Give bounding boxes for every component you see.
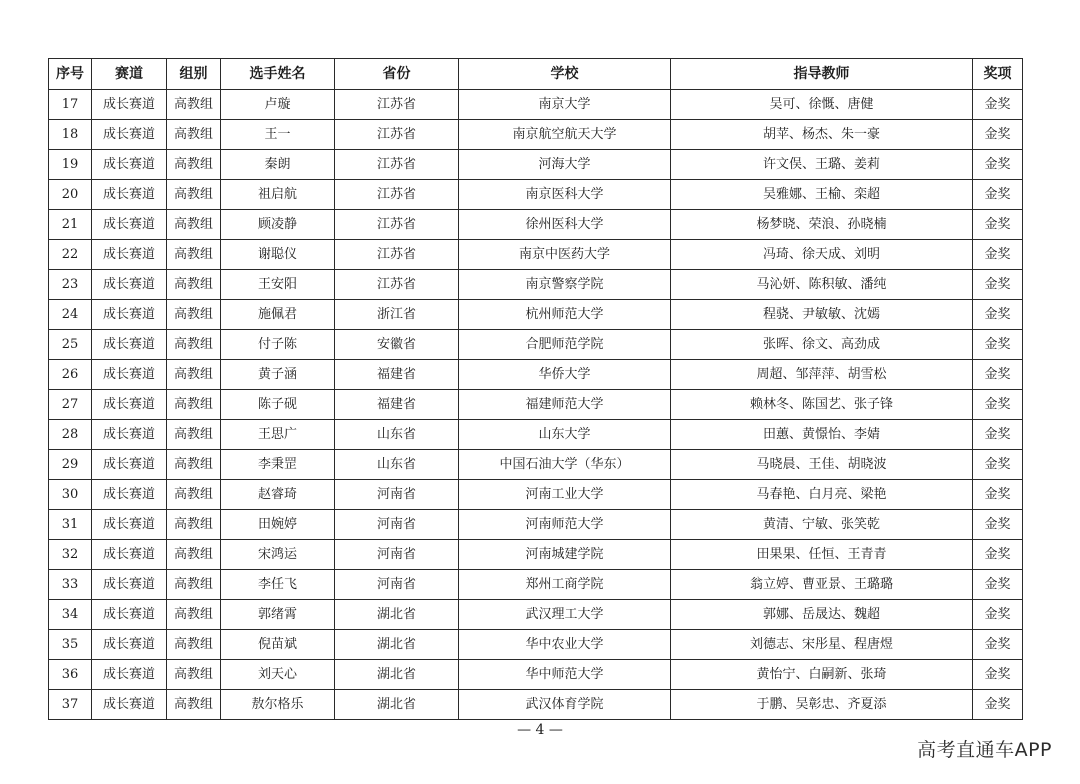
cell-contestant: 秦朗	[221, 150, 335, 180]
cell-contestant: 顾凌静	[221, 210, 335, 240]
cell-index: 30	[49, 480, 92, 510]
cell-contestant: 王一	[221, 120, 335, 150]
cell-advisors: 吴可、徐慨、唐健	[671, 90, 973, 120]
cell-advisors: 田果果、任恒、王青青	[671, 540, 973, 570]
cell-province: 山东省	[335, 450, 459, 480]
cell-track: 成长赛道	[92, 300, 167, 330]
cell-province: 山东省	[335, 420, 459, 450]
cell-index: 34	[49, 600, 92, 630]
cell-advisors: 于鹏、吴彰忠、齐夏添	[671, 690, 973, 720]
cell-province: 江苏省	[335, 90, 459, 120]
cell-province: 江苏省	[335, 180, 459, 210]
cell-school: 华中师范大学	[459, 660, 671, 690]
cell-school: 南京医科大学	[459, 180, 671, 210]
cell-province: 江苏省	[335, 270, 459, 300]
cell-advisors: 郭娜、岳晟达、魏超	[671, 600, 973, 630]
cell-award: 金奖	[973, 480, 1023, 510]
cell-index: 19	[49, 150, 92, 180]
cell-track: 成长赛道	[92, 180, 167, 210]
cell-contestant: 赵睿琦	[221, 480, 335, 510]
cell-index: 36	[49, 660, 92, 690]
cell-advisors: 吴雅娜、王榆、栾超	[671, 180, 973, 210]
cell-group: 高教组	[167, 180, 221, 210]
cell-school: 合肥师范学院	[459, 330, 671, 360]
cell-index: 23	[49, 270, 92, 300]
cell-group: 高教组	[167, 210, 221, 240]
cell-contestant: 李秉罡	[221, 450, 335, 480]
table-row	[49, 330, 1023, 360]
cell-track: 成长赛道	[92, 240, 167, 270]
cell-advisors: 黄清、宁敏、张笑乾	[671, 510, 973, 540]
header-award: 奖项	[973, 59, 1023, 90]
cell-index: 27	[49, 390, 92, 420]
table-row	[49, 630, 1023, 660]
table-header	[49, 59, 1023, 90]
cell-province: 福建省	[335, 390, 459, 420]
cell-advisors: 黄怡宁、白嗣新、张琦	[671, 660, 973, 690]
cell-group: 高教组	[167, 330, 221, 360]
cell-award: 金奖	[973, 360, 1023, 390]
cell-advisors: 许文俣、王璐、姜莉	[671, 150, 973, 180]
cell-province: 江苏省	[335, 150, 459, 180]
cell-group: 高教组	[167, 630, 221, 660]
cell-province: 福建省	[335, 360, 459, 390]
cell-group: 高教组	[167, 90, 221, 120]
cell-advisors: 赖林冬、陈国艺、张子锋	[671, 390, 973, 420]
cell-track: 成长赛道	[92, 330, 167, 360]
header-province: 省份	[335, 59, 459, 90]
cell-province: 河南省	[335, 540, 459, 570]
cell-group: 高教组	[167, 540, 221, 570]
page-number: — 4 —	[517, 722, 563, 738]
cell-contestant: 李任飞	[221, 570, 335, 600]
cell-track: 成长赛道	[92, 570, 167, 600]
cell-advisors: 程骁、尹敏敏、沈嫣	[671, 300, 973, 330]
header-school: 学校	[459, 59, 671, 90]
cell-track: 成长赛道	[92, 510, 167, 540]
cell-contestant: 陈子砚	[221, 390, 335, 420]
table-row	[49, 570, 1023, 600]
cell-contestant: 倪苗斌	[221, 630, 335, 660]
cell-track: 成长赛道	[92, 660, 167, 690]
cell-index: 33	[49, 570, 92, 600]
cell-group: 高教组	[167, 360, 221, 390]
cell-track: 成长赛道	[92, 360, 167, 390]
cell-school: 南京警察学院	[459, 270, 671, 300]
cell-contestant: 刘天心	[221, 660, 335, 690]
cell-school: 福建师范大学	[459, 390, 671, 420]
cell-advisors: 胡苹、杨杰、朱一豪	[671, 120, 973, 150]
cell-track: 成长赛道	[92, 540, 167, 570]
table-row	[49, 120, 1023, 150]
cell-track: 成长赛道	[92, 690, 167, 720]
header-row	[49, 59, 1023, 90]
cell-award: 金奖	[973, 510, 1023, 540]
cell-award: 金奖	[973, 390, 1023, 420]
header-track: 赛道	[92, 59, 167, 90]
cell-track: 成长赛道	[92, 90, 167, 120]
cell-award: 金奖	[973, 330, 1023, 360]
cell-track: 成长赛道	[92, 390, 167, 420]
cell-province: 河南省	[335, 480, 459, 510]
cell-award: 金奖	[973, 120, 1023, 150]
cell-award: 金奖	[973, 540, 1023, 570]
cell-award: 金奖	[973, 300, 1023, 330]
table-row	[49, 150, 1023, 180]
cell-index: 31	[49, 510, 92, 540]
cell-track: 成长赛道	[92, 450, 167, 480]
cell-award: 金奖	[973, 630, 1023, 660]
cell-contestant: 谢聪仪	[221, 240, 335, 270]
cell-group: 高教组	[167, 510, 221, 540]
cell-index: 37	[49, 690, 92, 720]
table-row	[49, 660, 1023, 690]
cell-track: 成长赛道	[92, 150, 167, 180]
cell-index: 22	[49, 240, 92, 270]
header-group: 组别	[167, 59, 221, 90]
table-body	[49, 90, 1023, 720]
table-row	[49, 390, 1023, 420]
table-row	[49, 210, 1023, 240]
cell-group: 高教组	[167, 480, 221, 510]
cell-contestant: 祖启航	[221, 180, 335, 210]
cell-contestant: 施佩君	[221, 300, 335, 330]
cell-group: 高教组	[167, 450, 221, 480]
cell-index: 20	[49, 180, 92, 210]
cell-advisors: 张晖、徐文、高劲成	[671, 330, 973, 360]
cell-award: 金奖	[973, 210, 1023, 240]
cell-track: 成长赛道	[92, 600, 167, 630]
cell-track: 成长赛道	[92, 480, 167, 510]
cell-school: 河南工业大学	[459, 480, 671, 510]
cell-province: 江苏省	[335, 210, 459, 240]
cell-school: 郑州工商学院	[459, 570, 671, 600]
award-table	[48, 58, 1023, 720]
cell-advisors: 马春艳、白月亮、梁艳	[671, 480, 973, 510]
cell-contestant: 敖尔格乐	[221, 690, 335, 720]
cell-index: 35	[49, 630, 92, 660]
header-index: 序号	[49, 59, 92, 90]
cell-advisors: 冯琦、徐天成、刘明	[671, 240, 973, 270]
cell-advisors: 翁立婷、曹亚景、王璐璐	[671, 570, 973, 600]
cell-contestant: 田婉婷	[221, 510, 335, 540]
table-row	[49, 600, 1023, 630]
cell-advisors: 周超、邹萍萍、胡雪松	[671, 360, 973, 390]
cell-contestant: 郭绪霄	[221, 600, 335, 630]
table-row	[49, 690, 1023, 720]
cell-advisors: 马沁妍、陈积敏、潘纯	[671, 270, 973, 300]
cell-contestant: 付子陈	[221, 330, 335, 360]
table-row	[49, 360, 1023, 390]
cell-track: 成长赛道	[92, 120, 167, 150]
header-advisors: 指导教师	[671, 59, 973, 90]
table-row	[49, 270, 1023, 300]
cell-province: 河南省	[335, 510, 459, 540]
cell-school: 武汉理工大学	[459, 600, 671, 630]
cell-track: 成长赛道	[92, 630, 167, 660]
cell-advisors: 马晓晨、王佳、胡晓波	[671, 450, 973, 480]
cell-index: 17	[49, 90, 92, 120]
cell-award: 金奖	[973, 240, 1023, 270]
cell-award: 金奖	[973, 150, 1023, 180]
cell-index: 21	[49, 210, 92, 240]
table-row	[49, 480, 1023, 510]
cell-group: 高教组	[167, 390, 221, 420]
cell-province: 江苏省	[335, 240, 459, 270]
cell-award: 金奖	[973, 450, 1023, 480]
cell-track: 成长赛道	[92, 420, 167, 450]
cell-province: 湖北省	[335, 630, 459, 660]
cell-school: 河海大学	[459, 150, 671, 180]
cell-award: 金奖	[973, 690, 1023, 720]
cell-group: 高教组	[167, 240, 221, 270]
cell-school: 南京中医药大学	[459, 240, 671, 270]
cell-group: 高教组	[167, 690, 221, 720]
cell-province: 浙江省	[335, 300, 459, 330]
cell-award: 金奖	[973, 180, 1023, 210]
cell-group: 高教组	[167, 660, 221, 690]
table-row	[49, 300, 1023, 330]
table-row	[49, 90, 1023, 120]
cell-index: 28	[49, 420, 92, 450]
cell-group: 高教组	[167, 270, 221, 300]
cell-province: 安徽省	[335, 330, 459, 360]
cell-group: 高教组	[167, 300, 221, 330]
cell-province: 湖北省	[335, 600, 459, 630]
header-contestant: 选手姓名	[221, 59, 335, 90]
cell-index: 26	[49, 360, 92, 390]
cell-group: 高教组	[167, 600, 221, 630]
cell-school: 南京航空航天大学	[459, 120, 671, 150]
cell-index: 29	[49, 450, 92, 480]
cell-school: 徐州医科大学	[459, 210, 671, 240]
cell-contestant: 黄子涵	[221, 360, 335, 390]
cell-contestant: 宋鸿运	[221, 540, 335, 570]
cell-award: 金奖	[973, 90, 1023, 120]
cell-school: 武汉体育学院	[459, 690, 671, 720]
cell-school: 杭州师范大学	[459, 300, 671, 330]
cell-school: 华中农业大学	[459, 630, 671, 660]
cell-advisors: 杨梦晓、荣浪、孙晓楠	[671, 210, 973, 240]
cell-award: 金奖	[973, 600, 1023, 630]
table-row	[49, 450, 1023, 480]
cell-school: 河南城建学院	[459, 540, 671, 570]
cell-school: 山东大学	[459, 420, 671, 450]
cell-province: 湖北省	[335, 690, 459, 720]
cell-award: 金奖	[973, 420, 1023, 450]
cell-index: 32	[49, 540, 92, 570]
cell-group: 高教组	[167, 150, 221, 180]
cell-group: 高教组	[167, 570, 221, 600]
cell-contestant: 王安阳	[221, 270, 335, 300]
cell-contestant: 卢璇	[221, 90, 335, 120]
cell-school: 华侨大学	[459, 360, 671, 390]
table-row	[49, 540, 1023, 570]
table-row	[49, 420, 1023, 450]
cell-award: 金奖	[973, 660, 1023, 690]
cell-award: 金奖	[973, 270, 1023, 300]
cell-track: 成长赛道	[92, 270, 167, 300]
cell-advisors: 刘德志、宋彤星、程唐煜	[671, 630, 973, 660]
cell-province: 河南省	[335, 570, 459, 600]
cell-award: 金奖	[973, 570, 1023, 600]
cell-school: 中国石油大学（华东）	[459, 450, 671, 480]
cell-index: 24	[49, 300, 92, 330]
table-row	[49, 180, 1023, 210]
cell-advisors: 田蕙、黄憬怡、李婧	[671, 420, 973, 450]
cell-group: 高教组	[167, 420, 221, 450]
cell-group: 高教组	[167, 120, 221, 150]
cell-index: 18	[49, 120, 92, 150]
table-row	[49, 240, 1023, 270]
table-row	[49, 510, 1023, 540]
cell-school: 南京大学	[459, 90, 671, 120]
watermark: 高考直通车APP	[917, 739, 1052, 761]
cell-school: 河南师范大学	[459, 510, 671, 540]
cell-track: 成长赛道	[92, 210, 167, 240]
cell-index: 25	[49, 330, 92, 360]
cell-province: 江苏省	[335, 120, 459, 150]
cell-province: 湖北省	[335, 660, 459, 690]
cell-contestant: 王思广	[221, 420, 335, 450]
